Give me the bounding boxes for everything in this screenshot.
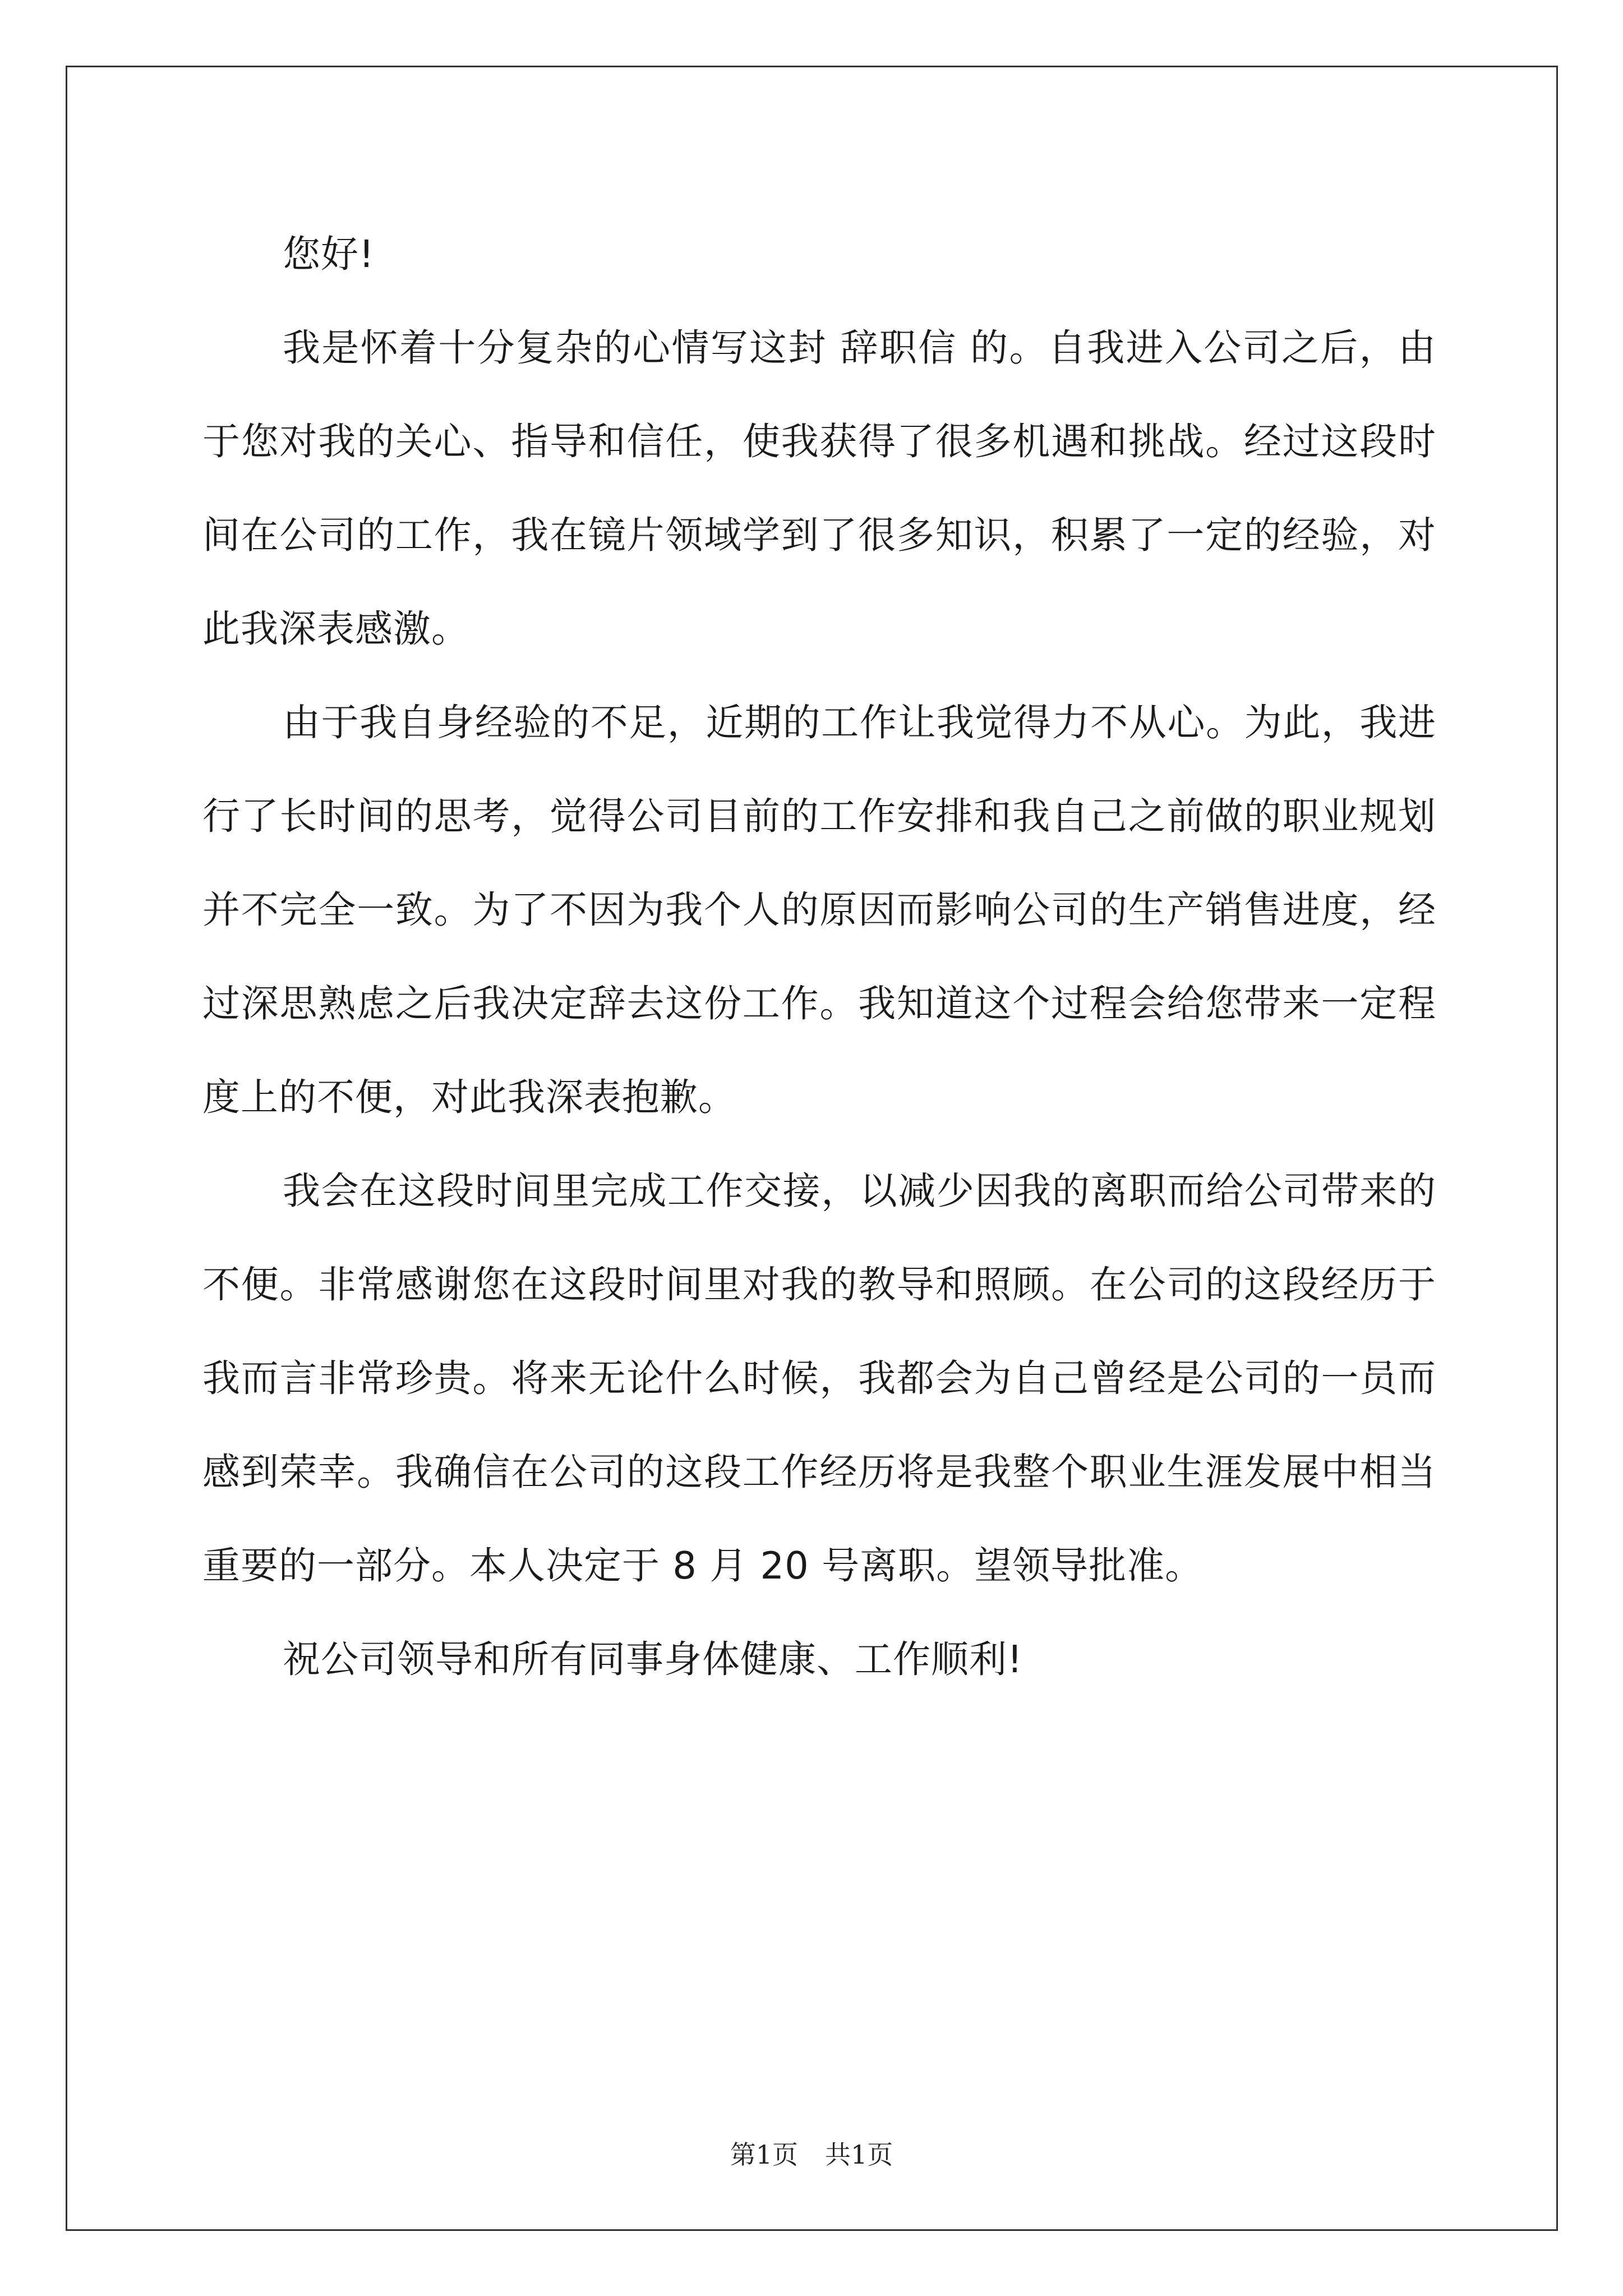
greeting: 您好! <box>283 232 375 276</box>
page-number: 第1页 <box>730 2139 798 2170</box>
page-footer <box>0 2134 1623 2171</box>
closing-wishes: 祝公司领导和所有同事身体健康、工作顺利! <box>283 1637 1023 1681</box>
paragraph-2: 由于我自身经验的不足，近期的工作让我觉得力不从心。为此，我进行了长时间的思考，觉得公司目前的工作安排和我自己之前做的职业规划 并不完全一致。为了不因为我个人的原因而影响公司的生产销售进度，经过深思熟虑之后我决定辞去这份工作。我知道这个过程会给您带来一定程度上的不便，对此我深表抱歉。 <box>202 701 1436 1119</box>
paragraph-3: 我会在这段时间里完成工作交接，以减少因我的离职而给公司带来的不便。非常感谢您在这段时间里对我的教导和照顾。在公司的这段经历于我而言非常珍贵。将来无论什么时候，我都会为自己曾经是公司的一员而感到荣幸。我确信在公司的这段工作经历将是我整个职业生涯发展中相当重要的一部分。本人决定于 8 月 20 号离职。望领导批准。 <box>202 1169 1436 1588</box>
paragraph-1: 我是怀着十分复杂的心情写这封 辞职信 的。自我进入公司之后，由于您对我的关心、指导和信任，使我获得了很多机遇和挑战。经过这段时间在公司的工作，我在镜片领域学到了很多知识，积累了一定的经验，对此我深表感激。 <box>202 326 1436 651</box>
letter-body <box>202 208 1436 1706</box>
page-total: 共1页 <box>825 2139 893 2170</box>
